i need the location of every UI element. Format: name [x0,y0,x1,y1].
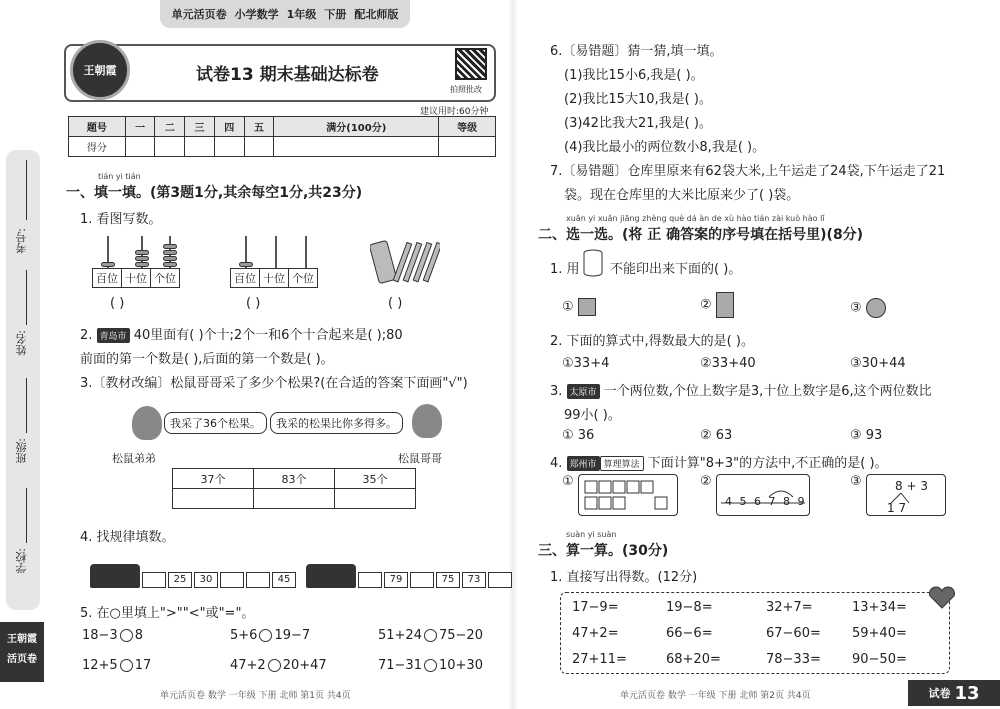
page-gutter [508,0,518,709]
score-cell[interactable] [439,137,496,157]
q1-answer-2[interactable]: ( ) [246,296,261,311]
sticks-bundle-icon [370,238,440,288]
score-table [68,116,496,157]
s2-q3-line1: 3. 太原市 一个两位数,个位上数字是3,十位上数字是6,这个两位数比 [550,384,932,399]
exam-no-label: 考号: [15,228,28,254]
s2-q1-opt3[interactable] [850,298,886,318]
compare-circle[interactable] [120,659,133,672]
header-series: 单元活页卷 [171,8,227,21]
s2-q2-opt2[interactable]: ②33+40 [700,356,756,371]
compare-right: 20+47 [282,658,327,673]
abacus-bead [163,244,177,249]
header-edition: 配北师版 [354,8,399,21]
compare-circle[interactable] [259,629,272,642]
class-label: 班级: [15,438,28,464]
name-field[interactable] [26,270,27,325]
header-term: 下册 [324,8,347,21]
train-car[interactable] [142,572,166,588]
abacus-bead [163,250,177,255]
q1-text: 1. 看图写数。 [80,212,162,227]
q7-line1: 7.〔易错题〕仓库里原来有62袋大米,上午运走了24袋,下午运走了21 [550,164,946,179]
header-tab [160,0,410,28]
compare-right: 19−7 [274,628,311,643]
compare-circle[interactable] [424,629,437,642]
s2-q1a: 1. 用 [550,262,580,277]
s2-q3-opt2[interactable]: ② 63 [700,428,733,443]
bubble-older: 我采的松果比你多得多。 [270,412,403,434]
score-header-cell: 三 [185,117,215,137]
s2-q1-opt1[interactable] [562,298,596,316]
cubes-icon [579,475,677,515]
compare-item [378,628,483,643]
section2-pinyin: xuǎn yi xuǎn jiāng zhèng què dá àn de xù hào tián zài kuò hào lǐ [566,214,825,223]
calc-item[interactable]: 90−50= [852,652,907,667]
score-header-cell: 等级 [439,117,496,137]
q4-text: 4. 找规律填数。 [80,530,175,545]
abacus1-labels [92,268,180,288]
abacus-bead [101,262,115,267]
s2-q4-topic-tag: 算理算法 [600,456,644,471]
compare-right: 8 [134,628,143,643]
place-tens: 十位 [122,269,151,287]
s2-q4-region-tag: 郑州市 [567,456,600,471]
opt2-label: ② [700,297,712,313]
calc-item[interactable]: 13+34= [852,600,907,615]
split-top: 8 + 3 [895,479,928,493]
class-field[interactable] [26,378,27,433]
q6-3: (3)42比我大21,我是( )。 [564,116,712,131]
section3-pinyin: suàn yi suàn [566,530,617,539]
abacus-bead [135,256,149,261]
abacus2-rod-ones [305,236,307,268]
option-35: 35个 [335,469,416,489]
q3-text: 3.〔教材改编〕松鼠哥哥采了多少个松果?(在合适的答案下面画"√") [80,376,468,391]
compare-item [230,628,310,643]
score-cell[interactable] [155,137,185,157]
s2-q3-opt3[interactable]: ③ 93 [850,428,883,443]
compare-right: 17 [134,658,152,673]
squirrel-younger-icon [132,406,162,440]
train1-locomotive-icon [90,564,140,588]
train-car[interactable] [410,572,434,588]
check-cell-3[interactable] [335,489,416,509]
school-field[interactable] [26,488,27,543]
s2-q3-text-a: 一个两位数,个位上数字是3,十位上数字是6,这个两位数比 [603,384,932,399]
compare-item [82,628,143,643]
score-header-cell: 满分(100分) [274,117,439,137]
s2-q4-opt1-box[interactable] [578,474,678,516]
score-header-cell: 题号 [69,117,126,137]
calc-item[interactable]: 32+7= [766,600,813,615]
compare-circle[interactable] [268,659,281,672]
q5-text: 5. 在○里填上">""<"或"="。 [80,606,255,621]
info-strip [6,150,40,610]
header-grade: 1年级 [286,8,317,21]
footer-left: 单元活页卷 数学 一年级 下册 北师 第1页 共4页 [160,691,351,701]
qr-label: 拍照批改 [450,85,482,94]
school-label: 学校: [15,548,28,574]
s2-q2: 2. 下面的算式中,得数最大的是( )。 [550,334,754,349]
q7-line2: 袋。现在仓库里的大米比原来少了( )袋。 [564,188,800,203]
calc-item[interactable]: 59+40= [852,626,907,641]
place-tens: 十位 [260,269,289,287]
binding-margin [0,0,44,709]
score-header-cell: 一 [125,117,155,137]
split-bottom: 1 7 [887,501,907,515]
s2-q3-region-tag: 太原市 [567,384,600,399]
q1-answer-3[interactable]: ( ) [388,296,403,311]
q3-answer-table [172,468,416,509]
q6-2: (2)我比15大10,我是( )。 [564,92,712,107]
check-cell-1[interactable] [173,489,254,509]
compare-circle[interactable] [424,659,437,672]
compare-left: 12+5 [82,658,118,673]
place-hundreds: 百位 [231,269,260,287]
name-label: 姓名: [15,330,28,356]
q6-1: (1)我比15小6,我是( )。 [564,68,704,83]
calc-item[interactable]: 78−33= [766,652,821,667]
cylinder-icon [582,248,604,278]
side-logo [0,622,44,682]
train-car[interactable] [246,572,270,588]
s2-q4-line: 4. 郑州市 算理算法 下面计算"8+3"的方法中,不正确的是( )。 [550,456,888,471]
s2-q1-opt2[interactable] [700,292,734,318]
section1-title: 一、填一填。(第3题1分,其余每空1分,共23分) [66,185,363,201]
q6-4: (4)我比最小的两位数小8,我是( )。 [564,140,766,155]
s2-q4-opt2-box[interactable] [716,474,810,516]
compare-right: 10+30 [438,658,483,673]
score-cell[interactable] [274,137,439,157]
calc-item[interactable]: 17−9= [572,600,619,615]
score-header-cell: 五 [244,117,274,137]
page-title: 试卷13 期末基础达标卷 [196,65,379,85]
abacus2-labels [230,268,318,288]
compare-left: 5+6 [230,628,258,643]
train-car: 75 [436,572,460,588]
circle-shape-icon [866,298,886,318]
q1-answer-1[interactable]: ( ) [110,296,125,311]
calc-item[interactable]: 47+2= [572,626,619,641]
calc-item[interactable]: 67−60= [766,626,821,641]
s2-q2-opt3[interactable]: ③30+44 [850,356,906,371]
train-car: 30 [194,572,218,588]
compare-left: 47+2 [230,658,266,673]
footer-right: 单元活页卷 数学 一年级 下册 北师 第2页 共4页 [620,691,811,701]
opt1-label: ① [562,299,574,315]
score-header-cell: 二 [155,117,185,137]
opt3-label: ③ [850,300,862,316]
calc-item[interactable]: 27+11= [572,652,627,667]
s2-q2-opt1[interactable]: ①33+4 [562,356,610,371]
train-car: 79 [384,572,408,588]
train-1 [90,564,296,588]
train2-locomotive-icon [306,564,356,588]
bubble-younger: 我采了36个松果。 [164,412,267,434]
abacus-bead [163,262,177,267]
q2-line1: 2. 青岛市 40里面有( )个十;2个一和6个十合起来是( );80 [80,328,403,343]
place-ones: 个位 [292,272,314,285]
suggested-time: 建议用时:60分钟 [420,107,489,117]
score-cell[interactable] [244,137,274,157]
score-cell[interactable] [185,137,215,157]
abacus-bead [135,250,149,255]
score-cell[interactable] [125,137,155,157]
squirrel-older-icon [412,404,442,438]
option-83: 83个 [254,469,335,489]
s2-q4-opt3-box[interactable] [866,474,946,516]
compare-item [82,658,151,673]
header-subject: 小学数学 [234,8,279,21]
rectangle-shape-icon [716,292,734,318]
abacus2-rod-tens [275,236,277,268]
page-number-badge [908,680,1000,706]
compare-left: 18−3 [82,628,118,643]
heart-icon [924,586,960,610]
train-car: 73 [462,572,486,588]
q2-line2: 前面的第一个数是( ),后面的第一个数是( )。 [80,352,334,367]
place-ones: 个位 [154,272,176,285]
s2-q3-line2: 99小( )。 [564,408,621,423]
compare-item [378,658,483,673]
squirrel-older-label: 松鼠哥哥 [398,452,442,465]
s2-q4-opt2-label: ② [700,474,712,489]
abacus-bead [163,256,177,261]
s3-q1: 1. 直接写出得数。(12分) [550,570,698,585]
section1-pinyin: tián yi tián [98,172,141,181]
score-row-label: 得分 [69,137,126,157]
s2-q4-text: 下面计算"8+3"的方法中,不正确的是( )。 [647,456,888,471]
qr-code-icon[interactable] [455,48,487,80]
q2-text-a: 40里面有( )个十;2个一和6个十合起来是( );80 [133,328,403,343]
s2-q1b: 不能印出来下面的( )。 [610,262,742,277]
page-number: 13 [954,682,980,704]
compare-circle[interactable] [120,629,133,642]
train-car: 45 [272,572,296,588]
section3-title: 三、算一算。(30分) [538,543,669,559]
option-37: 37个 [173,469,254,489]
train-car[interactable] [220,572,244,588]
train-car[interactable] [488,572,512,588]
compare-left: 71−31 [378,658,422,673]
compare-item [230,658,327,673]
number-line-labels: 4 5 6 7 8 9 [725,495,807,508]
side-logo-bottom: 活页卷 [7,654,37,665]
s2-q4-opt3-label: ③ [850,474,862,489]
side-logo-top: 王朝霞 [7,634,37,645]
brand-logo: 王朝霞 [70,40,130,100]
s2-q3-opt1[interactable]: ① 36 [562,428,595,443]
train-car: 25 [168,572,192,588]
compare-right: 75−20 [438,628,483,643]
check-cell-2[interactable] [254,489,335,509]
q6-text: 6.〔易错题〕猜一猜,填一填。 [550,44,723,59]
abacus-bead [135,262,149,267]
score-header-cell: 四 [214,117,244,137]
page-label: 试卷 [928,687,951,700]
exam-no-field[interactable] [26,160,27,220]
train-2 [306,564,512,588]
abacus2-bead [239,262,253,267]
q2-region-tag: 青岛市 [97,328,130,343]
section2-title: 二、选一选。(将 正 确答案的序号填在括号里)(8分) [538,227,864,243]
train-car[interactable] [358,572,382,588]
place-hundreds: 百位 [93,269,122,287]
squirrel-younger-label: 松鼠弟弟 [112,452,156,465]
s2-q4-opt1-label: ① [562,474,574,489]
calc-item[interactable]: 19−8= [666,600,713,615]
compare-left: 51+24 [378,628,422,643]
score-cell[interactable] [214,137,244,157]
square-shape-icon [578,298,596,316]
calc-item[interactable]: 68+20= [666,652,721,667]
calc-item[interactable]: 66−6= [666,626,713,641]
